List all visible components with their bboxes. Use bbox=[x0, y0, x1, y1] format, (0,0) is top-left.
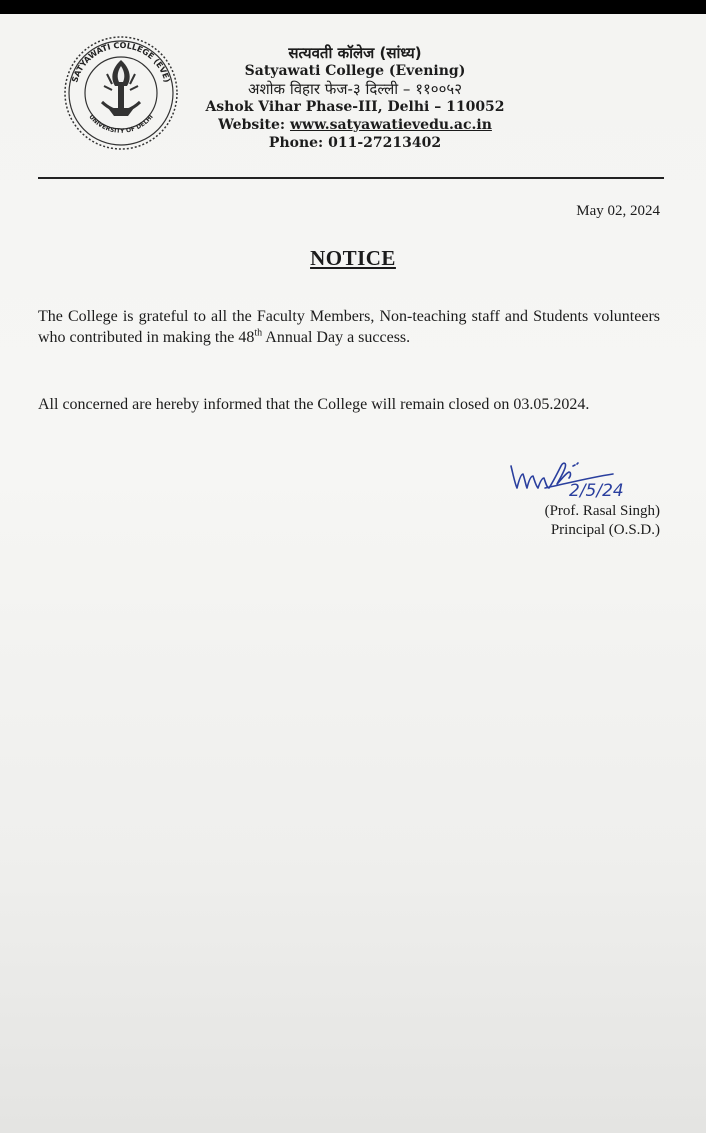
notice-page bbox=[0, 14, 706, 1133]
handwritten-signature bbox=[505, 444, 635, 510]
logo-bottom-text: UNIVERSITY OF DELHI bbox=[87, 113, 155, 135]
signatory-block bbox=[545, 502, 660, 540]
address-hindi: अशोक विहार फेज-३ दिल्ली – ११००५२ bbox=[248, 80, 462, 98]
notice-title: NOTICE bbox=[310, 246, 396, 270]
signatory-name: (Prof. Rasal Singh) bbox=[544, 503, 660, 519]
college-name-hindi: सत्यवती कॉलेज (सांध्य) bbox=[288, 44, 422, 62]
para1-text: The College is grateful to all the Faculty Members, Non-teaching staff and Students volunteers who contributed in making the 48 bbox=[38, 308, 660, 346]
college-name: Satyawati College (Evening) bbox=[244, 63, 466, 79]
phone: Phone: 011-27213402 bbox=[268, 135, 442, 151]
signatory-designation: Principal (O.S.D.) bbox=[550, 522, 660, 538]
header-divider bbox=[38, 177, 664, 179]
letterhead bbox=[190, 44, 520, 152]
notice-paragraph-1 bbox=[38, 306, 660, 348]
logo-top-text: SATYAWATI COLLEGE (EVE) bbox=[70, 40, 172, 84]
svg-text:UNIVERSITY OF DELHI bbox=[87, 114, 154, 135]
college-seal-logo bbox=[62, 34, 180, 152]
notice-paragraph-2: All concerned are hereby informed that the College will remain closed on 03.05.2024. bbox=[38, 396, 590, 413]
website-line bbox=[190, 116, 520, 134]
address: Ashok Vihar Phase-III, Delhi – 110052 bbox=[205, 99, 505, 115]
notice-date: May 02, 2024 bbox=[576, 203, 660, 219]
website-link[interactable]: www.satyawatievedu.ac.in bbox=[289, 117, 492, 133]
para1-text-end: Annual Day a success. bbox=[262, 329, 411, 346]
signature-date: 2/5/24 bbox=[569, 481, 624, 501]
para1-superscript: th bbox=[254, 327, 263, 339]
website-label: Website: bbox=[218, 117, 290, 133]
